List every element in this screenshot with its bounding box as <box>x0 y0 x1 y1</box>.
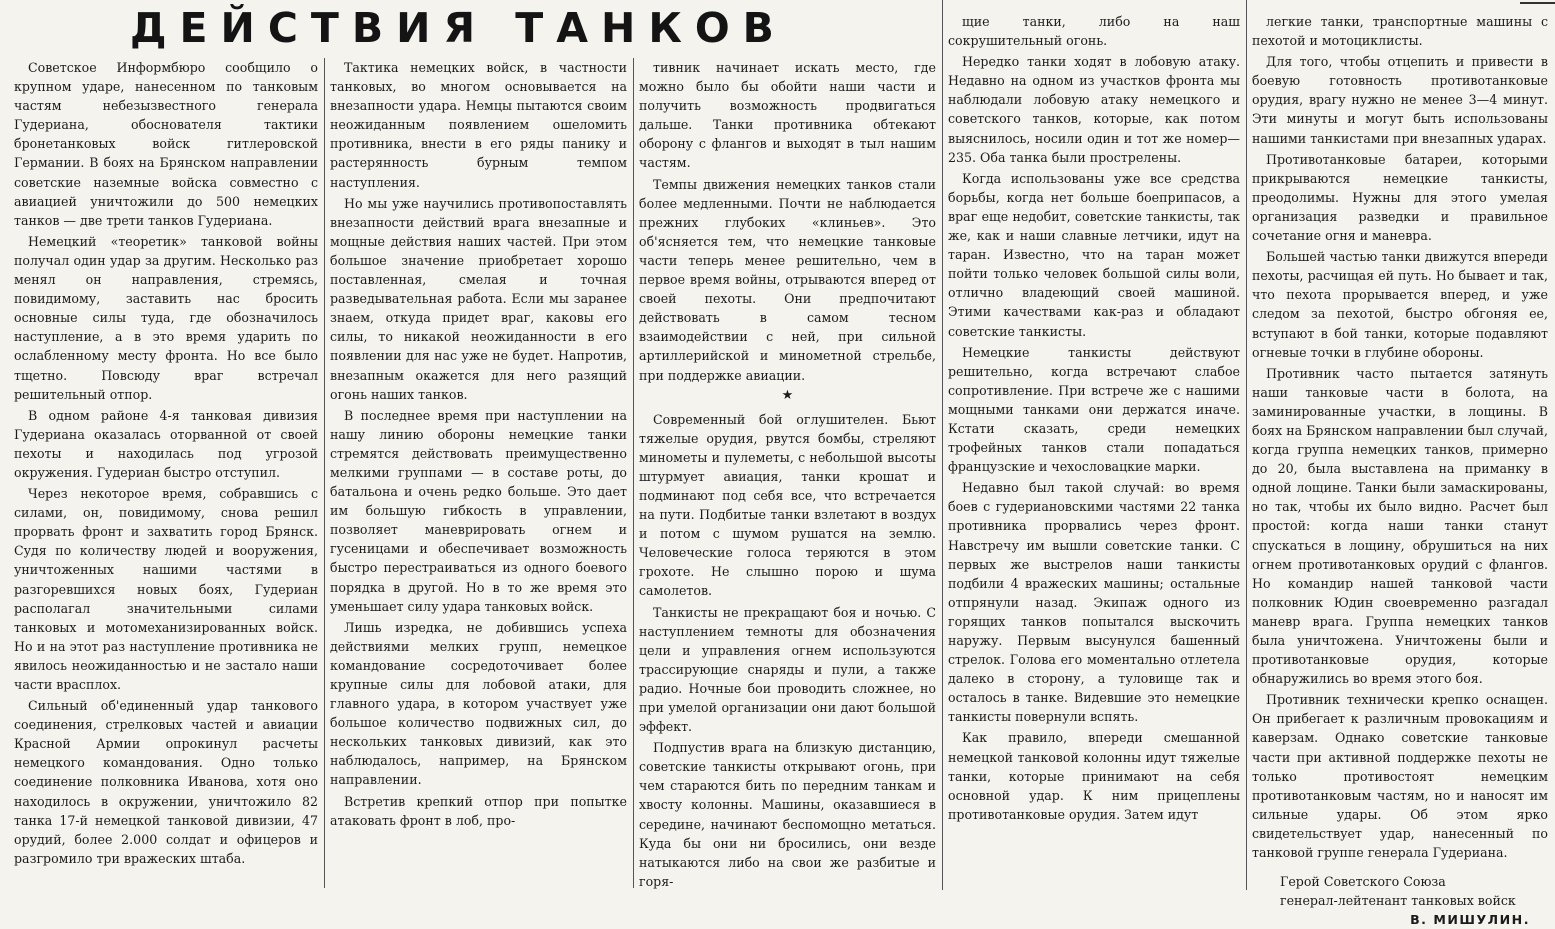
paragraph: Нередко танки ходят в лобовую атаку. Недавно на одном из участков фронта мы наблюдали лобовую атаку немецкого и советского танков, которые, как потом выяснилось, носили один и тот же номер—235. Оба танка были прострелены. <box>948 54 1240 165</box>
paragraph: Недавно был такой случай: во время боев с гудериановскими частями 22 танка противника прорвались через фронт. Навстречу им вышли советские танки. С первых же выстрелов наши танкисты подбили 4 вражеских машины; остальные отпрянули назад. Экипаж одного из горящих танков попытался выскочить наружу. Первым высунулся башенный стрелок. Голова его моментально отлетела далеко в сторону, а туловище так и осталось в танке. Видевшие это немецкие танкисты повернули вспять. <box>948 480 1240 725</box>
top-rule <box>1520 2 1555 4</box>
paragraph: легкие танки, транспортные машины с пехотой и мотоциклисты. <box>1252 14 1548 49</box>
headline: ДЕЙСТВИЯ ТАНКОВ <box>130 4 787 52</box>
paragraph: Но мы уже научились противопоставлять внезапности действий врага внезапные и мощные действия наших частей. При этом большое значение приобретает хорошо поставленная, смелая и точная разведывательная работа. Если мы заранее знаем, откуда придет враг, каковы его силы, то никакой неожиданности в его появлении для нас уже не будет. Напротив, внезапным окажется для него разящий огонь наших танков. <box>330 195 627 402</box>
author-title: Герой Советского Союза <box>1280 874 1446 890</box>
paragraph: Темпы движения немецких танков стали более медленными. Почти не наблюдается прежних глубоких «клиньев». Это об'ясняется тем, что немецкие танковые части теперь менее решительно, чем в первое время войны, отрываются вперед от своей пехоты. Они предпочитают действовать в самом тесном взаимодействии с ней, при сильной артиллерийской и минометной стрельбе, при поддержке авиации. <box>639 176 936 383</box>
paragraph: В одном районе 4-я танковая дивизия Гудериана оказалась оторванной от своей пехоты и находилась под угрозой окружения. Гудериан быстро отступил. <box>14 407 318 480</box>
column-rule <box>324 58 325 888</box>
column-rule <box>1246 0 1247 890</box>
column-rule <box>633 58 634 888</box>
paragraph: Противотанковые батареи, которыми прикрываются немецкие танкисты, преодолимы. Нужны для этого умелая организация разведки и правильное сочетание огня и маневра. <box>1252 151 1548 244</box>
paragraph: Когда использованы уже все средства борьбы, когда нет больше боеприпасов, а враг еще недобит, советские танкисты, так же, как и наши славные летчики, идут на таран. Известно, что на таран может пойти только человек большой силы воли, отлично владеющий своей машиной. Этими качествами как-раз и обладают советские танкисты. <box>948 170 1240 339</box>
paragraph: Советское Информбюро сообщило о крупном ударе, нанесенном по танковым частям небезызвестного генерала Гудериана, обоснователя тактики бронетанковых войск гитлеровской Германии. В боях на Брянском направлении советские наземные войска совместно с авиацией уничтожили до 500 немецких танков — две трети танков Гудериана. <box>14 60 318 228</box>
paragraph: Для того, чтобы отцепить и привести в боевую готовность противотанковые орудия, врагу нужно не менее 3—4 минут. Эти минуты и могут быть использованы нашими танкистами при внезапных ударах. <box>1252 54 1548 146</box>
author-signature <box>1252 872 1548 929</box>
column-rule <box>942 0 943 890</box>
article-column-4 <box>948 12 1240 890</box>
paragraph: В последнее время при наступлении на нашу линию обороны немецкие танки стремятся действовать преимущественно мелкими группами — в составе роты, до батальона и очень редко больше. Это дает им большую гибкость в управлении, позволяет маневрировать огнем и гусеницами и обеспечивает возможность быстро перестраиваться из одного боевого порядка в другой. Но в то же время это уменьшает силу удара танковых войск. <box>330 407 627 614</box>
paragraph: Современный бой оглушителен. Бьют тяжелые орудия, рвутся бомбы, стреляют минометы и пулеметы, с небольшой высоты штурмует авиация, танки крошат и подминают под себя все, что встречается на пути. Подбитые танки взлетают в воздух и потом с шумом рушатся на землю. Человеческие голоса теряются в этом грохоте. Не слышно порою и шума самолетов. <box>639 411 936 599</box>
paragraph: Большей частью танки движутся впереди пехоты, расчищая ей путь. Но бывает и так, что пехота прорывается вперед, и уже следом за пехотой, быстро обгоняя ее, вступают в бой танки, которые подавляют огневые точки в глубине обороны. <box>1252 249 1548 360</box>
article-column-2 <box>330 58 627 890</box>
star-separator: ★ <box>781 387 794 403</box>
paragraph: тивник начинает искать место, где можно было бы обойти наши части и получить возможность продвигаться дальше. Танки противника обтекают оборону с флангов и выходят в тыл нашим частям. <box>639 60 936 171</box>
paragraph: Противник часто пытается затянуть наши танковые части в болота, на заминированные участки, в лощины. В боях на Брянском направлении был случай, когда группа немецких танков, примерно до 20, была выставлена на приманку в одной лощине. Танки были замаскированы, но так, чтобы их было видно. Расчет был простой: когда наши танки станут спускаться в лощину, обрушиться на них огнем противотанковых орудий с флангов. Но командир нашей танковой части полковник Юдин своевременно разгадал маневр врага. Группа немецких танков была уничтожена. Уничтожены были и противотанковые орудия, которые обнаружились во время этого боя. <box>1252 365 1548 687</box>
paragraph: Подпустив врага на близкую дистанцию, советские танкисты открывают огонь, при чем стараются бить по передним танкам и хвосту колонны. Машины, оказавшиеся в середине, начинают беспомощно метаться. Куда бы они ни бросились, они везде натыкаются либо на свои же разбитые и горя- <box>639 740 936 889</box>
author-name: В. МИШУЛИН. <box>1410 912 1530 928</box>
author-rank: генерал-лейтенант танковых войск <box>1280 893 1516 909</box>
paragraph: Сильный об'единенный удар танкового соединения, стрелковых частей и авиации Красной Армии опрокинул расчеты немецкого командования. Одно только соединение полковника Иванова, хотя оно находилось в окружении, уничтожило 82 танка 17-й немецкой танковой дивизии, 47 орудий, более 2.000 солдат и офицеров и разгромило три вражеских штаба. <box>14 698 318 866</box>
article-column-5 <box>1252 12 1548 928</box>
paragraph: Лишь изредка, не добившись успеха действиями мелких групп, немецкое командование сосредоточивает более крупные силы для лобовой атаки, для главного удара, в котором участвует уже большое количество подвижных сил, до нескольких танковых дивизий, как это наблюдалось, например, на Брянском направлении. <box>330 619 627 788</box>
paragraph: Танкисты не прекращают боя и ночью. С наступлением темноты для обозначения цели и управления огнем используются трассирующие снаряды и пули, а также радио. Ночные бои проводить сложнее, но при умелой организации они дают большой эффект. <box>639 604 936 735</box>
paragraph: щие танки, либо на наш сокрушительный огонь. <box>948 14 1240 49</box>
paragraph: Противник технически крепко оснащен. Он прибегает к различным провокациям и каверзам. Однако советские танковые части при активной поддержке пехоты не только противостоят немецким противотанковым частям, но и наносят им сильные удары. Об этом ярко свидетельствует удар, нанесенный по танковой группе генерала Гудериана. <box>1252 692 1548 861</box>
paragraph: Встретив крепкий отпор при попытке атаковать фронт в лоб, про- <box>330 793 627 828</box>
paragraph: Немецкий «теоретик» танковой войны получал один удар за другим. Несколько раз менял он направления, стремясь, повидимому, заставить нас бросить основные силы туда, где обозначилось наступление, а в это время ударить по ослабленному месту фронта. Но все было тщетно. Повсюду враг встречал решительный отпор. <box>14 233 318 402</box>
paragraph: Немецкие танкисты действуют решительно, когда встречают слабое сопротивление. При встрече же с нашими мощными танками они держатся иначе. Кстати сказать, среди немецких трофейных танков стали попадаться французские и чехословацкие марки. <box>948 344 1240 475</box>
article-column-3 <box>639 58 936 890</box>
paragraph: Через некоторое время, собравшись с силами, он, повидимому, снова решил прорвать фронт и захватить город Брянск. Судя по количеству людей и вооружения, уничтоженных нашими частями в разгоревшихся новых боях, Гудериан располагал значительными силами танковых и мотомеханизированных войск. Но и на этот раз наступление противника не явилось неожиданностью и не застало наши части врасплох. <box>14 486 318 692</box>
article-column-1 <box>14 58 318 890</box>
paragraph: Как правило, впереди смешанной немецкой танковой колонны идут тяжелые танки, которые принимают на себя основной удар. К ним прицеплены противотанковые орудия. Затем идут <box>948 730 1240 822</box>
paragraph: Тактика немецких войск, в частности танковых, во многом основывается на внезапности удара. Немцы пытаются своим неожиданным появлением ошеломить противника, внести в его ряды панику и растерянность бурным темпом наступления. <box>330 60 627 190</box>
